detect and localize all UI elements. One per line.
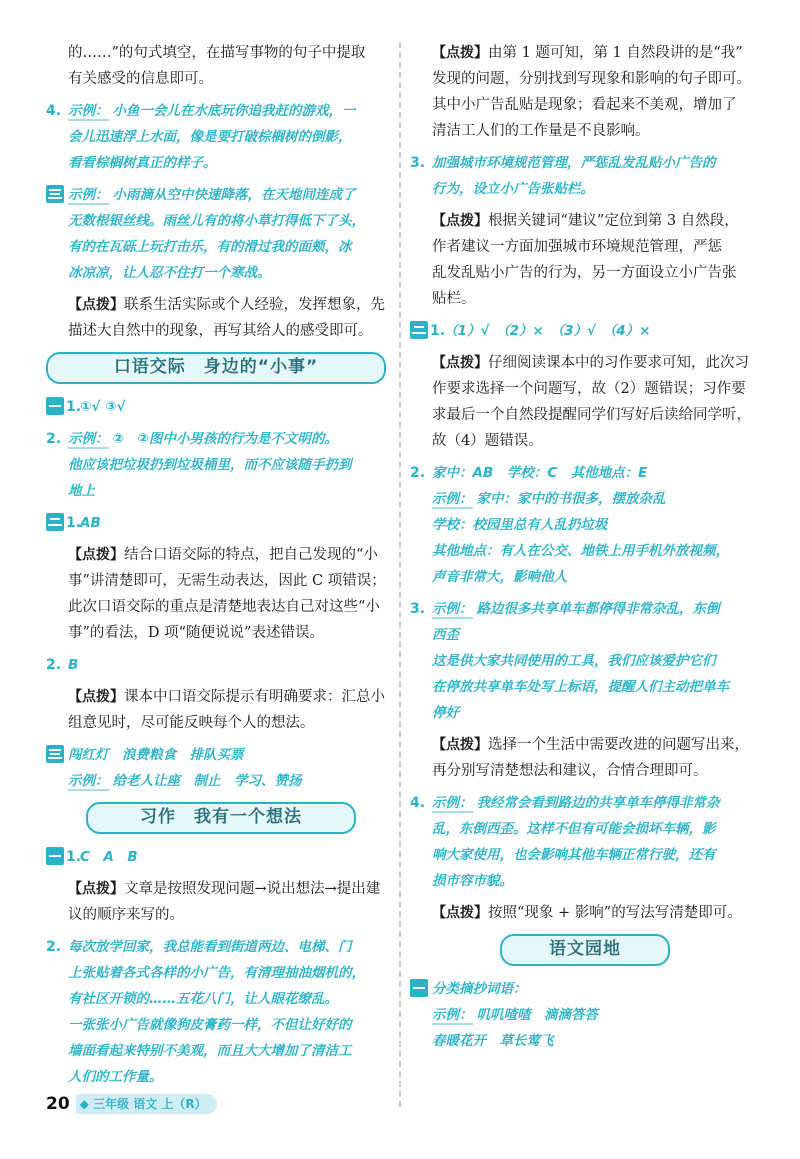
column-divider [399, 42, 401, 1107]
section-banner: 习作 我有一个想法 [86, 802, 356, 834]
section-three-icon [46, 745, 64, 763]
page-number: 20 [46, 1094, 70, 1114]
book-logo-icon: ◆ [79, 1097, 94, 1111]
tip-paragraph: 【点拨】按照“现象 + 影响”的写法写清楚即可。 [432, 905, 742, 921]
answer-2: 2. 家中：AB 学校：C 其他地点：E 示例： 家中：家中的书很多，摆放杂乱 学校：校园里总有人乱扔垃圾 其他地点：有人在公交、地铁上用手机外放视频， 声音非常大，影响他人 [410, 465, 729, 585]
answer-3: 3. 加强城市环境规范管理，严惩乱发乱贴小广告的 行为，设立小广告张贴栏。 [410, 155, 716, 197]
answer-1: 1. C A B [46, 844, 386, 870]
section-one-icon [46, 847, 64, 865]
tip-paragraph: 【点拨】课本中口语交际提示有明确要求：汇总小 组意见时，尽可能反映每个人的想法。 [68, 689, 385, 731]
section-3-answer: 闯红灯 浪费粮食 排队买票 示例： 给老人让座 制止 学习、赞扬 [46, 742, 386, 794]
answer-4: 4. 示例： 小鱼一会儿在水底玩你追我赶的游戏，一 会儿迅速浮上水面，像是要打破棕榈树的倒影， 看看棕榈树真正的样子。 [46, 103, 356, 171]
page-footer [46, 1092, 217, 1116]
tip-paragraph: 【点拨】选择一个生活中需要改进的问题写出来， 再分别写清楚想法和建议，合情合理即可。 [432, 737, 749, 779]
tip-paragraph: 【点拨】根据关键词“建议”定位到第 3 自然段， 作者建议一方面加强城市环境规范管理，严惩 乱发乱贴小广告的行为，另一方面设立小广告张 贴栏。 [432, 213, 739, 307]
section-banner: 口语交际 身边的“小事” [46, 352, 386, 384]
answer-2: 2. 示例： ② ②图中小男孩的行为是不文明的。 他应该把垃圾扔到垃圾桶里，而不应该随手扔到 地上 [46, 431, 352, 499]
answer-1: 1. ①√ ③√ [46, 394, 386, 420]
section-three-icon [46, 185, 64, 203]
answer-2: 2. B [46, 657, 79, 673]
tip-paragraph: 【点拨】文章是按照发现问题→说出想法→提出建 议的顺序来写的。 [68, 881, 381, 923]
left-column [46, 40, 386, 1096]
answer-4: 4. 示例： 我经常会看到路边的共享单车停得非常杂 乱，东倒西歪。这样不但有可能会损坏车辆，影 响大家使用，也会影响其他车辆正常行驶，还有 损市容市貌。 [410, 795, 720, 889]
right-column [410, 40, 760, 1060]
section-one-icon [410, 979, 428, 997]
section-3-answer: 示例： 小雨滴从空中快速降落，在天地间连成了 无数根银丝线。雨丝儿有的将小草打得低下了头， 有的在瓦砾上玩打击乐，有的滑过我的面颊，冰 冰凉凉，让人忍不住打一个寒战。 [46, 182, 386, 286]
tip-paragraph: 【点拨】由第 1 题可知，第 1 自然段讲的是“我” 发现的问题，分别找到写现象和影响的句子即可。 其中小广告乱贴是现象；看起来不美观，增加了 清洁工人们的工作量是不良影响。 [432, 45, 751, 139]
tip-paragraph: 【点拨】联系生活实际或个人经验，发挥想象，先 描述大自然中的现象，再写其给人的感受即可。 [68, 297, 385, 339]
section-banner: 语文园地 [500, 934, 670, 966]
answer-2: 2. 每次放学回家，我总能看到街道两边、电梯、门 上张贴着各式各样的小广告，有清理抽油烟机的， 有社区开锁的……五花八门，让人眼花缭乱。 一张张小广告就像狗皮膏药一样，不但让好好的 墙面看起来特别不美观，而且大大增加了清洁工 人们的工作量。 [46, 939, 365, 1085]
section-1-answer: 分类摘抄词语： 示例： 叽叽喳喳 滴滴答答 春暖花开 草长莺飞 [410, 976, 760, 1054]
section-two-icon [410, 321, 428, 339]
intro-paragraph: 的……”的句式填空，在描写事物的句子中提取 有关感受的信息即可。 [68, 45, 366, 87]
section-two-icon [46, 513, 64, 531]
tip-paragraph: 【点拨】结合口语交际的特点，把自己发现的“小 事”讲清楚即可，无需生动表达，因此 C 项错误； 此次口语交际的重点是清楚地表达自己对这些“小 事”的看法，D 项“随便说说”表述错误。 [68, 547, 386, 641]
tip-paragraph: 【点拨】仔细阅读课本中的习作要求可知，此次习 作要求选择一个问题写，故（2）题错误；习作要 求最后一个自然段提醒同学们写好后读给同学听， 故（4）题错误。 [432, 355, 751, 449]
section-one-icon [46, 397, 64, 415]
book-title-tab: ◆ 三年级 语文 上（R） [76, 1094, 217, 1114]
answer-3: 3. 示例： 路边很多共享单车都停得非常杂乱，东倒 西歪 这是供大家共同使用的工具，我们应该爱护它们 在停放共享单车处写上标语，提醒人们主动把单车 停好 [410, 601, 729, 721]
answer-1: 1. AB [46, 510, 386, 536]
answer-1: 1. （1）√ （2）× （3）√ （4）× [410, 318, 760, 344]
